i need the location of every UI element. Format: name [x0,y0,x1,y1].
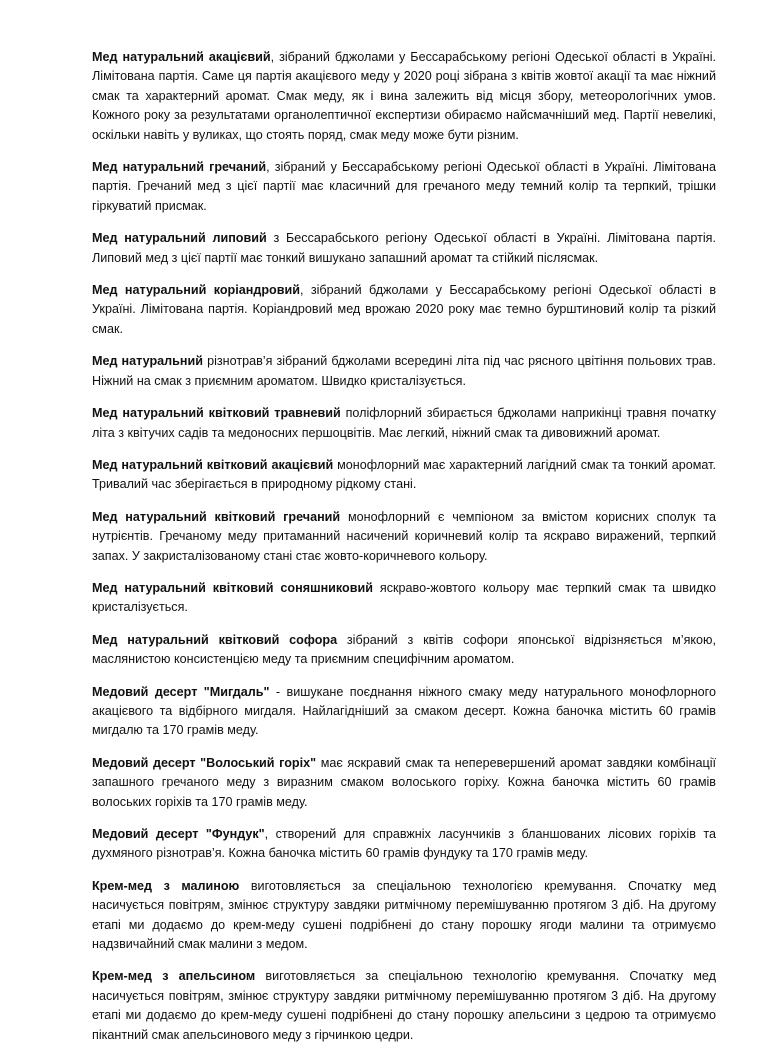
paragraph-lead: Крем-мед з апельсином [92,969,256,984]
paragraph-text: різнотрав’я зібраний бджолами всередині літа під час рясного цвітіння польових трав. Ніжний на смак з приємним ароматом. Швидко кристалізується. [92,354,716,388]
paragraph-lead: Мед натуральний квітковий акацієвий [92,457,334,472]
paragraph-text: виготовляється за спеціальною технологією кремування. Спочатку мед насичується повітрям, змінює структуру завдяки ритмічному перемішуванню протягом 3 діб. На другому етапі ми додаємо до крем-меду сушені подрібнені до стану порошку ягоди малини та отримуємо надзвичайний смак малини з медом. [92,878,716,952]
paragraph-sophora-honey [92,631,716,670]
paragraph-lead: Мед натуральний акацієвий [92,50,271,64]
paragraph-orange-cream-honey [92,967,716,1045]
paragraph-text: яскраво-жовтого кольору має терпкий смак та швидко кристалізується. [92,580,716,615]
paragraph-lead: Медовий десерт "Фундук" [92,827,265,841]
paragraph-hazelnut-dessert [92,825,716,864]
paragraph-text: - вишукане поєднання ніжного смаку меду натурального монофлорного акацієвого та відбірного мигдаля. Найлагідніший за смаком десерт. Кожна баночка містить 60 грамів мигдалю та 170 грамів меду. [92,684,717,738]
paragraph-lead: Медовий десерт "Мигдаль" [92,684,270,699]
paragraph-wildflower-honey [92,352,716,391]
paragraph-coriander-honey [92,281,716,339]
paragraph-text: , зібраний бджолами у Бессарабському регіоні Одеської області в Україні. Лімітована партія. Коріандровий мед врожаю 2020 року має темно бурштиновий колір та різкий смак. [92,283,717,336]
paragraph-linden-honey [92,229,716,268]
paragraph-text: виготовляється за спеціальною технологію кремування. Спочатку мед насичується повітрям, змінює структуру завдяки ритмічному перемішуванню протягом 3 діб. На другому етапі ми додаємо до крем-меду сушені подрібнені до стану порошку апельсини з цедрою та отримуємо пікантний смак апельсинового меду з гірчинкою цедри. [92,969,716,1042]
paragraph-flower-acacia-honey [92,456,716,495]
paragraph-lead: Мед натуральний квітковий софора [92,632,338,647]
paragraph-lead: Мед натуральний коріандровий [92,283,300,298]
paragraph-text: має яскравий смак та неперевершений аромат завдяки комбінації запашного гречаного меду з виразним смаком волоського горіху. Кожна баночка містить 60 грамів волоських горіхів та 170 грамів меду. [92,755,716,809]
paragraph-lead: Мед натуральний липовий [92,231,267,246]
paragraph-lead: Мед натуральний гречаний [92,160,267,175]
paragraph-acacia-honey [92,48,716,145]
paragraph-lead: Мед натуральний квітковий гречаний [92,509,341,524]
paragraph-lead: Мед натуральний [92,354,204,369]
paragraph-raspberry-cream-honey [92,877,716,955]
paragraph-text: монофлорний має характерний лагідний смак та тонкий аромат. Тривалий час зберігається в природному рідкому стані. [92,457,716,492]
paragraph-may-honey [92,404,716,443]
paragraph-lead: Медовий десерт "Волоський горіх" [92,755,317,770]
paragraph-text: , зібраний бджолами у Бессарабському регіоні Одеської області в Україні. Лімітована партія. Саме ця партія акацієвого меду у 2020 році зібрана з квітів жовтої акації та має ніжний смак та характерний аромат. Смак меду, як і вина залежить від місця збору, метеорологічних умов. Кожного року за результатами органолептичної експертизи обираємо найсмачніший мед. Партії невеликі, оскільки навіть у вуликах, що стоять поряд, смак меду може бути різним. [92,50,716,142]
paragraph-buckwheat-honey [92,158,716,216]
paragraph-almond-dessert [92,683,716,741]
paragraph-walnut-dessert [92,754,716,812]
document-page [92,48,716,1058]
paragraph-text: зібраний з квітів софори японської відрізняється м’якою, маслянистою консистенцією меду та приємним специфічним ароматом. [92,632,717,667]
paragraph-text: поліфлорний збирається бджолами наприкінці травня початку літа з квітучих садів та медоносних першоцвітів. Має легкий, ніжний смак та дивовижний аромат. [92,406,717,440]
paragraph-lead: Мед натуральний квітковий соняшниковий [92,580,373,595]
paragraph-text: монофлорний є чемпіоном за вмістом корисних сполук та нутрієнтів. Гречаному меду притаманний насичений коричневий колір та яскраво виражений, терпкий запах. У закристалізованому стані стає жовто-коричневого кольору. [92,509,716,563]
paragraph-text: , зібраний у Бессарабському регіоні Одеської області в Україні. Лімітована партія. Гречаний мед з цієї партії має класичний для гречаного меду темний колір та терпкий, трішки гіркуватий присмак. [92,160,717,213]
paragraph-text: з Бессарабського регіону Одеської області в Україні. Лімітована партія. Липовий мед з цієї партії має тонкий вишукано запашний аромат та стійкий післясмак. [92,231,716,265]
paragraph-sunflower-honey [92,579,716,618]
paragraph-lead: Мед натуральний квітковий травневий [92,406,341,421]
paragraph-text: , створений для справжніх ласунчиків з бланшованих лісових горіхів та духмяного різнотрав’я. Кожна баночка містить 60 грамів фундуку та 170 грамів меду. [92,827,716,861]
paragraph-flower-buckwheat-honey [92,508,716,566]
paragraph-lead: Крем-мед з малиною [92,878,240,893]
